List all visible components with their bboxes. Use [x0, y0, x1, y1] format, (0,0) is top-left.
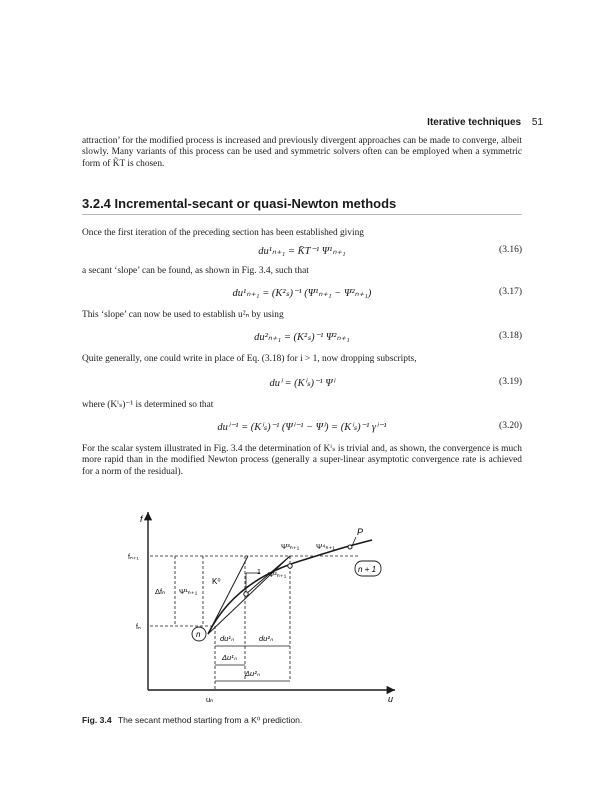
- psi3-label: Ψ³ₙ₊₁: [281, 542, 300, 551]
- header-page-number: 51: [531, 117, 543, 128]
- u-n-label: uₙ: [206, 695, 214, 704]
- equation-body: duⁱ = (Kⁱₛ)⁻¹ Ψⁱ: [269, 378, 335, 389]
- x-axis-label: u: [388, 694, 394, 704]
- psi1-label: Ψ¹ₙ₊₁: [179, 587, 198, 596]
- equation-number: (3.17): [499, 287, 522, 297]
- slope-one-label: 1: [257, 569, 261, 576]
- header-section: Iterative techniques: [427, 117, 522, 128]
- paragraph-first-iteration: Once the first iteration of the preceding section has been established giving: [82, 228, 364, 238]
- equation-body: duⁱ⁻¹ = (Kⁱₛ)⁻¹ (Ψⁱ⁻¹ − Ψⁱ) = (Kⁱₛ)⁻¹ γⁱ⁻¹: [217, 422, 387, 433]
- equation-body: du²ₙ₊₁ = (K²ₛ)⁻¹ Ψ²ₙ₊₁: [254, 332, 350, 343]
- equation-number: (3.20): [499, 421, 522, 431]
- equation-body: du¹ₙ₊₁ = (K²ₛ)⁻¹ (Ψ¹ₙ₊₁ − Ψ²ₙ₊₁): [232, 288, 372, 299]
- figure-caption: [82, 715, 302, 726]
- psi2-label: Ψ²ₙ₊₁: [268, 570, 287, 579]
- f-n-label: fₙ: [136, 624, 141, 631]
- node-n1-label: n + 1: [358, 565, 377, 574]
- paragraph-establish: This ‘slope’ can now be used to establish u²ₙ by using: [82, 310, 284, 320]
- delta-f-label: Δfₙ: [155, 587, 166, 596]
- curve-p-label: P: [357, 527, 364, 537]
- iterate-point-1: [244, 592, 248, 596]
- paragraph-secant-slope: a secant ‘slope’ can be found, as shown in Fig. 3.4, such that: [82, 266, 309, 276]
- converged-point: [348, 545, 352, 549]
- du1-label: du¹ₙ: [220, 634, 234, 643]
- paragraph-attraction: attraction’ for the modified process is increased and previously divergent approaches can be made to converge, albeit slowly. Many variants of this process can be used and symmetric solvers often can be employed when a symmetric form of K̃T is chosen.: [82, 136, 522, 169]
- delta-u2-label: Δu²ₙ: [245, 669, 260, 678]
- node-n-label: n: [196, 630, 201, 639]
- section-heading: 3.2.4 Incremental-secant or quasi-Newton methods: [82, 196, 522, 215]
- du2-label: du²ₙ: [259, 634, 273, 643]
- k0-label: K⁰: [212, 577, 221, 586]
- equation-number: (3.18): [499, 331, 522, 341]
- iterate-point-2: [288, 564, 292, 568]
- figure-caption-label: Fig. 3.4: [82, 715, 112, 725]
- secant-line-1: [208, 556, 290, 634]
- figure-caption-text: The secant method starting from a K⁰ prediction.: [117, 715, 303, 725]
- y-axis-label: f: [140, 514, 143, 524]
- psi4-label: Ψ⁴ₙ₊₁: [316, 542, 335, 551]
- paragraph-scalar-system: For the scalar system illustrated in Fig. 3.4 the determination of Kⁱₛ is trivial and, as shown, the convergence is much more rapid than in the modified Newton process (generally a super-linear asymptotic convergence rate is achieved for a norm of the residual).: [82, 444, 522, 477]
- equation-number: (3.19): [499, 377, 522, 387]
- paragraph-where: where (Kⁱₛ)⁻¹ is determined so that: [82, 400, 214, 410]
- k0-tangent-line: [208, 556, 248, 634]
- f-n1-label: fₙ₊₁: [128, 554, 139, 561]
- equation-body: du¹ₙ₊₁ = K̄T⁻¹ Ψ¹ₙ₊₁: [258, 246, 346, 257]
- equation-number: (3.16): [499, 245, 522, 255]
- delta-u1-label: Δu¹ₙ: [222, 653, 237, 662]
- paragraph-generally: Quite generally, one could write in place of Eq. (3.18) for i > 1, now dropping subscripts,: [82, 354, 417, 364]
